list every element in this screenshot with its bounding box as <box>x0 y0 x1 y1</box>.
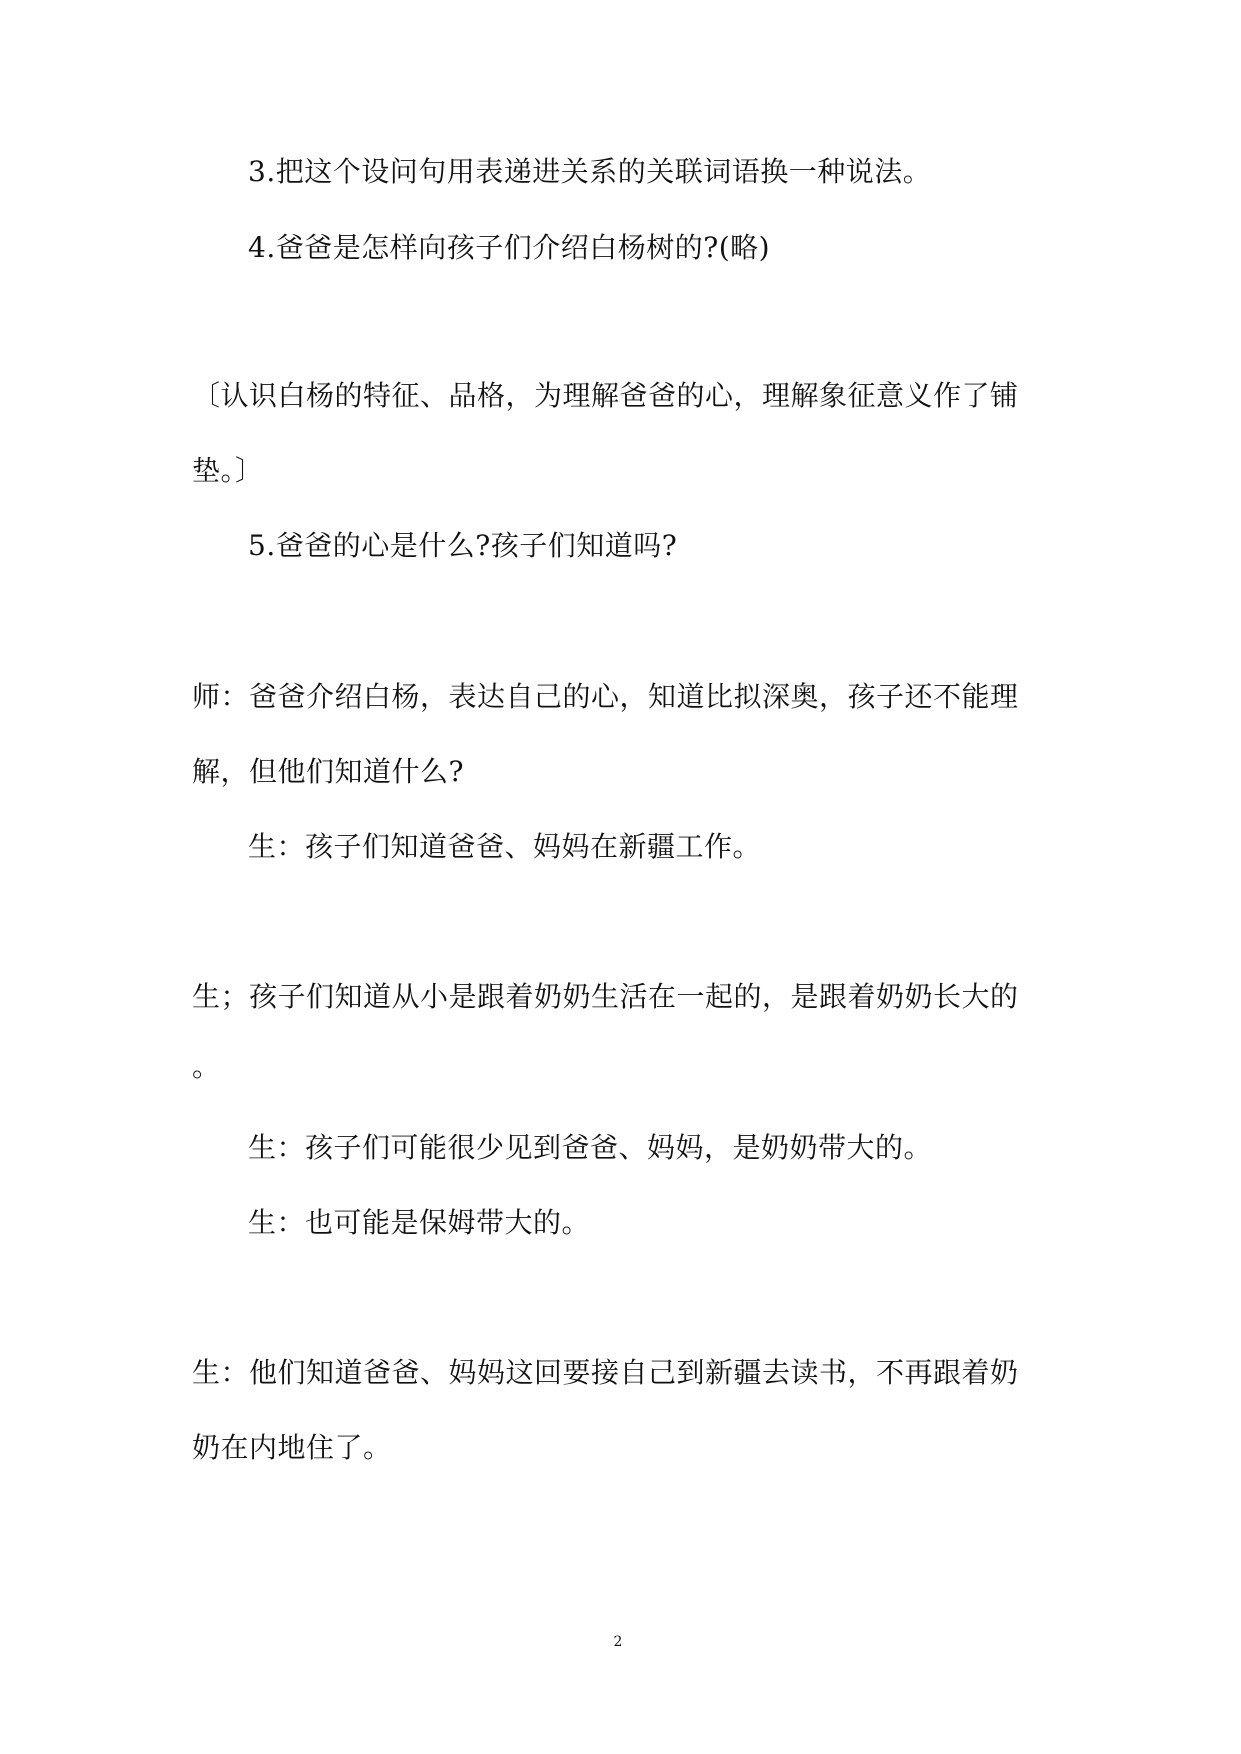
text-line: 5.爸爸的心是什么?孩子们知道吗? <box>248 529 678 562</box>
text-line: 生：孩子们知道爸爸、妈妈在新疆工作。 <box>248 830 762 863</box>
text-line: 垫。〕 <box>192 454 264 487</box>
text-line: 生：也可能是保姆带大的。 <box>248 1206 591 1239</box>
text-line: 奶在内地住了。 <box>192 1431 392 1464</box>
page-number: 2 <box>613 1634 623 1650</box>
text-line: 生；孩子们知道从小是跟着奶奶生活在一起的，是跟着奶奶长大的 <box>192 980 1019 1013</box>
text-line: 师：爸爸介绍白杨，表达自己的心，知道比拟深奥，孩子还不能理 <box>192 680 1019 713</box>
text-line: 3.把这个设问句用表递进关系的关联词语换一种说法。 <box>248 155 932 188</box>
text-line: 生：孩子们可能很少见到爸爸、妈妈，是奶奶带大的。 <box>248 1131 933 1164</box>
text-line: 。 <box>192 1050 221 1083</box>
text-line: 解，但他们知道什么? <box>192 755 465 788</box>
text-line: 4.爸爸是怎样向孩子们介绍白杨树的?(略) <box>248 231 771 264</box>
text-line: 〔认识白杨的特征、品格，为理解爸爸的心，理解象征意义作了铺 <box>192 379 1019 412</box>
text-line: 生：他们知道爸爸、妈妈这回要接自己到新疆去读书，不再跟着奶 <box>192 1356 1019 1389</box>
